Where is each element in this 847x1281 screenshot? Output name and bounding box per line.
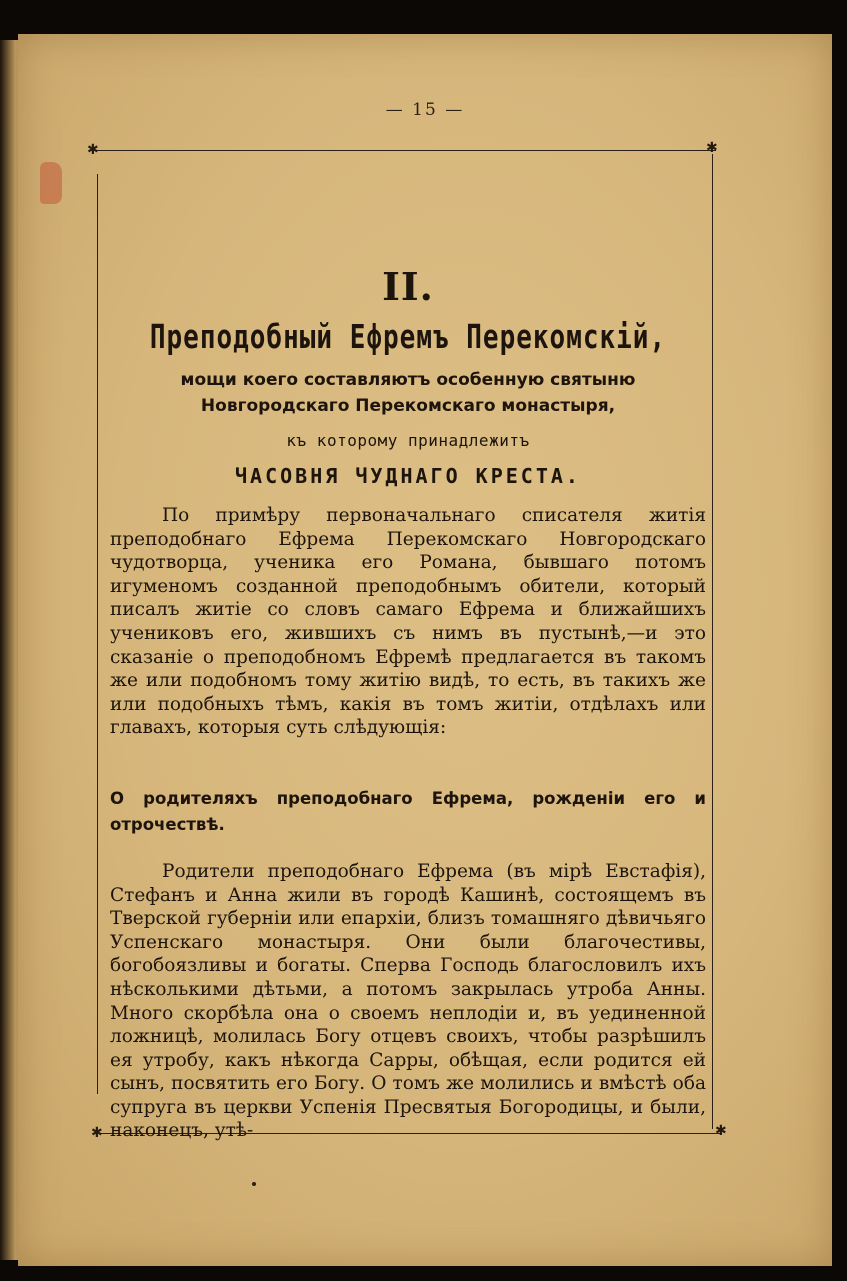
corner-ornament-icon: ✱ (706, 140, 718, 156)
book-page (18, 34, 832, 1266)
chapter-subtitle-line: къ которому принадлежитъ (286, 431, 530, 450)
ink-speck (252, 1182, 256, 1186)
paper-stain (40, 162, 62, 204)
corner-ornament-icon: ✱ (715, 1123, 727, 1139)
page-content (110, 264, 706, 1143)
frame-top-rule (94, 150, 716, 151)
chapter-subtitle: мощи коего составляютъ особенную святыню Новгородскаго Перекомскаго монастыря, (180, 370, 636, 416)
frame-left-rule (97, 174, 98, 1094)
intro-paragraph: По примѣру первоначальнаго списателя житія преподобнаго Ефрема Перекомскаго Новгородскаго чудотворца, ученика его Романа, бывшаго потомъ игуменомъ созданной преподобнымъ обители, который писалъ житіе со словъ самаго Ефрема и ближайшихъ учениковъ его, жившихъ съ нимъ въ пустынѣ,—и это сказаніе о преподобномъ Ефремѣ предлагается въ такомъ же или подобномъ тому житію видѣ, то есть, въ такихъ же или подобныхъ тѣмъ, какія въ томъ житіи, отдѣлахъ или главахъ, которыя суть слѣдующія: (110, 505, 706, 739)
section-heading: О родителяхъ преподобнаго Ефрема, рожденіи его и отрочествѣ. (110, 788, 706, 834)
corner-ornament-icon: ✱ (87, 142, 99, 158)
section-paragraph: Родители преподобнаго Ефрема (въ мірѣ Евстафія), Стефанъ и Анна жили въ городѣ Кашинѣ, состоящемъ въ Тверской губерніи или епархіи, близъ томашняго дѣвичьяго Успенскаго монастыря. Они были благочестивы, богобоязливы и богаты. Сперва Господь благословилъ ихъ нѣсколькими дѣтьми, а потомъ закрылась утроба Анны. Много скорбѣла она о своемъ неплодіи и, въ уединенной ложницѣ, молилась Богу отцевъ своихъ, чтобы разрѣшилъ ея утробу, какъ нѣкогда Сарры, обѣщая, если родится ей сынъ, посвятить его Богу. О томъ же молились и вмѣстѣ оба супруга въ церкви Успенія Пресвятыя Богородицы, и были, наконецъ, утѣ- (110, 860, 706, 1142)
chapel-title: ЧАСОВНЯ ЧУДНАГО КРЕСТА. (235, 464, 581, 488)
frame-right-rule (712, 154, 713, 1129)
corner-ornament-icon: ✱ (91, 1125, 103, 1141)
saint-title: Преподобный Ефремъ Перекомскій, (149, 319, 667, 357)
chapter-numeral: II. (382, 264, 434, 309)
page-number: — 15 — (385, 100, 465, 120)
